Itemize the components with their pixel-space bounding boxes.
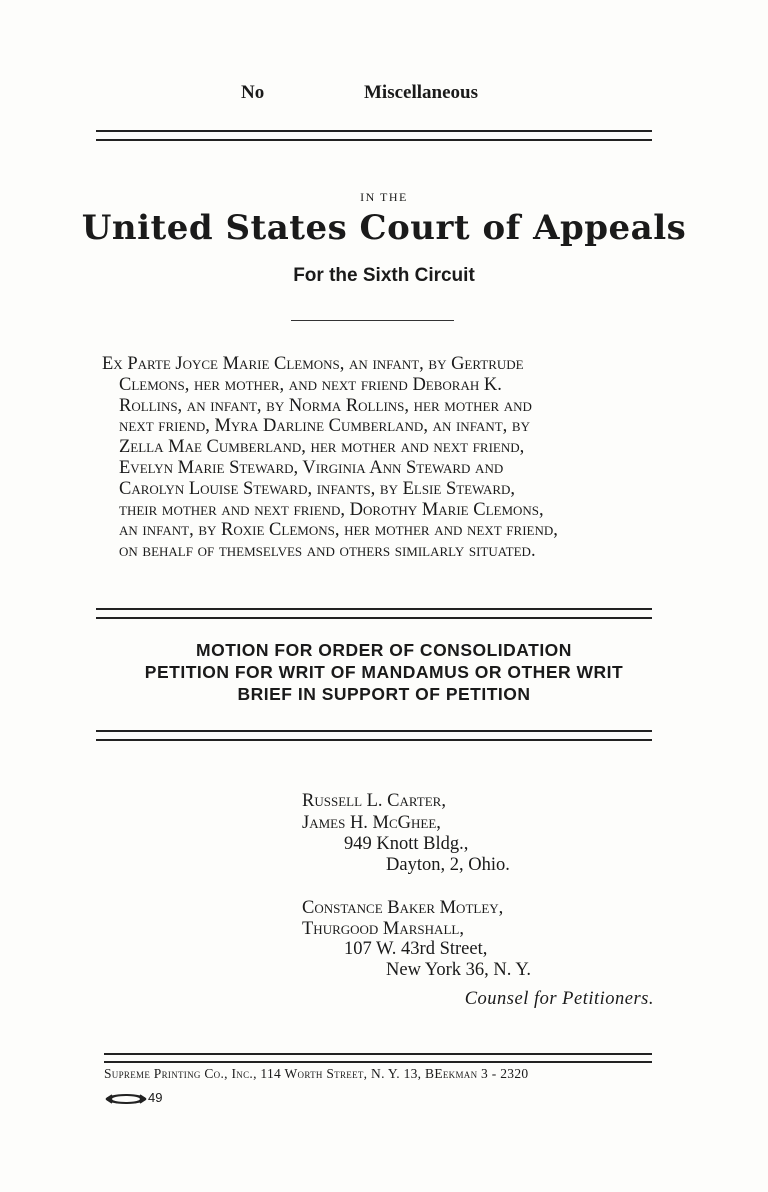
footer-rule [104,1053,652,1063]
case-number-label: No [241,82,265,103]
header-row [0,82,768,110]
counsel-address: New York 36, N. Y. [386,960,531,980]
parties-line: Rollins, an infant, by Norma Rollins, her mother and [119,395,532,416]
parties-line: their mother and next friend, Dorothy Marie Clemons, [119,499,544,520]
case-category: Miscellaneous [364,82,478,103]
brief-title: BRIEF IN SUPPORT OF PETITION [237,684,531,704]
counsel-name: Thurgood Marshall, [302,919,464,939]
printer-line: Supreme Printing Co., Inc., 114 Worth Street, N. Y. 13, BEekman 3 - 2320 [104,1066,529,1081]
parties-line: Ex Parte Joyce Marie Clemons, an infant, by Gertrude [102,354,524,374]
parties-line: next friend, Myra Darline Cumberland, an infant, by [119,416,530,437]
motion-title: MOTION FOR ORDER OF CONSOLIDATION [196,640,572,660]
counsel-address: Dayton, 2, Ohio. [386,855,510,875]
counsel-name: James H. McGhee, [302,813,441,833]
parties-line: Carolyn Louise Steward, infants, by Elsie Steward, [119,478,516,499]
parties-line: Zella Mae Cumberland, her mother and next friend, [119,437,525,458]
short-rule [291,320,454,321]
parties-line: Evelyn Marie Steward, Virginia Ann Steward and [119,457,504,478]
counsel-name: Russell L. Carter, [302,791,446,811]
union-number: 49 [148,1090,163,1105]
parties-caption [102,354,652,562]
counsel-name: Constance Baker Motley, [302,898,504,918]
parties-line: on behalf of themselves and others similarly situated. [119,541,536,562]
double-rule-middle [96,608,652,619]
counsel-address: 107 W. 43rd Street, [344,939,488,959]
double-rule-top [96,130,652,141]
in-the-label: IN THE [360,190,408,204]
petition-title: PETITION FOR WRIT OF MANDAMUS OR OTHER WRIT [144,662,624,682]
union-label [104,1090,162,1106]
union-bug-icon [104,1092,148,1106]
court-title: United States Court of Appeals [81,208,687,248]
parties-line: an infant, by Roxie Clemons, her mother and next friend, [119,520,558,541]
counsel-role: Counsel for Petitioners. [464,989,654,1009]
parties-line: Clemons, her mother, and next friend Deborah K. [119,374,502,395]
double-rule-lower [96,730,652,741]
circuit-label: For the Sixth Circuit [293,265,475,286]
counsel-address: 949 Knott Bldg., [344,834,469,854]
